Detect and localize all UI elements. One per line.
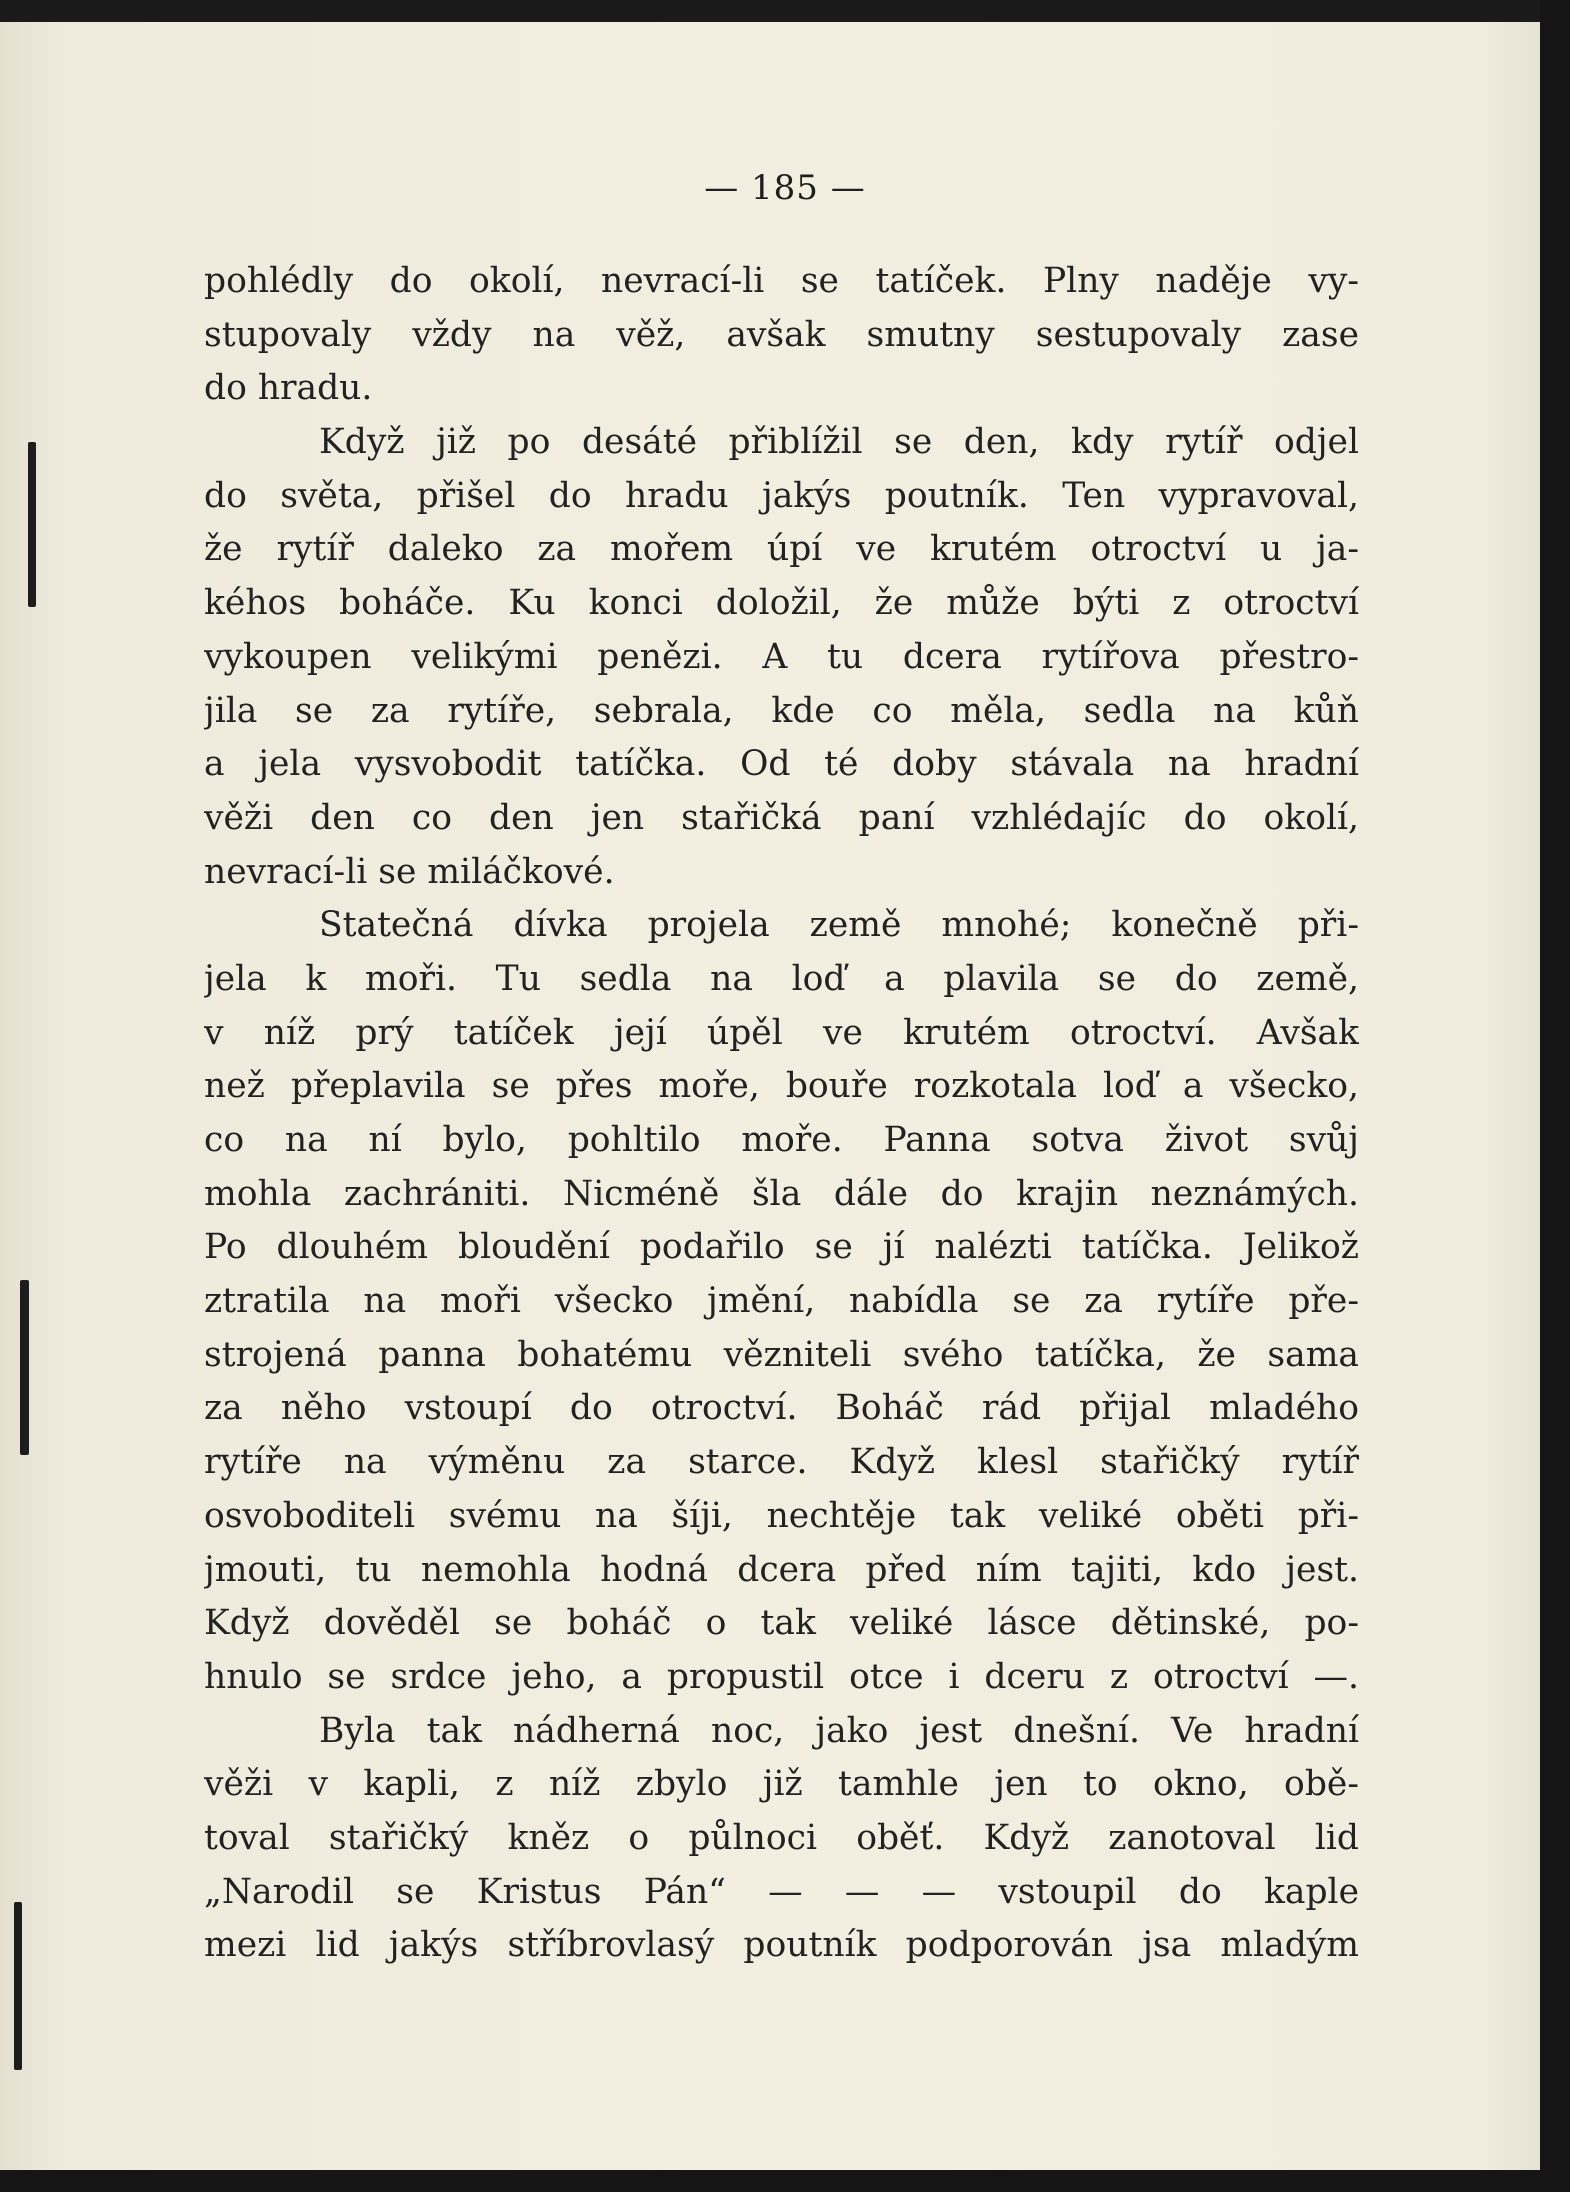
- text-line: jila se za rytíře, sebrala, kde co měla, sedla na kůň: [204, 690, 1359, 731]
- text-line: Statečná dívka projela země mnohé; konečně při-: [319, 905, 1359, 946]
- text-line: že rytíř daleko za mořem úpí ve krutém otroctví u ja-: [204, 529, 1359, 570]
- text-line: co na ní bylo, pohltilo moře. Panna sotva život svůj: [204, 1120, 1359, 1160]
- text-line: osvoboditeli svému na šíji, nechtěje tak veliké oběti při-: [204, 1495, 1359, 1536]
- text-line: strojená panna bohatému vězniteli svého tatíčka, že sama: [204, 1334, 1359, 1375]
- text-line: jela k moři. Tu sedla na loď a plavila se do země,: [204, 958, 1359, 999]
- text-line: nevrací-li se miláčkové.: [204, 851, 615, 892]
- binding-mark-2: [20, 1280, 29, 1455]
- text-line: jmouti, tu nemohla hodná dcera před ním tajiti, kdo jest.: [204, 1549, 1359, 1590]
- text-line: do hradu.: [204, 368, 373, 409]
- text-line: „Narodil se Kristus Pán“ — — — vstoupil do kaple: [204, 1871, 1359, 1912]
- text-line: kéhos boháče. Ku konci doložil, že může býti z otroctví: [204, 583, 1359, 624]
- scan-right-edge: [1540, 0, 1570, 2192]
- text-line: věži den co den jen stařičká paní vzhlédajíc do okolí,: [204, 797, 1359, 838]
- scan-bottom-edge: [0, 2170, 1570, 2192]
- text-line: rytíře na výměnu za starce. Když klesl stařičký rytíř: [204, 1442, 1359, 1483]
- text-line: za něho vstoupí do otroctví. Boháč rád přijal mladého: [204, 1388, 1359, 1429]
- binding-mark-3: [14, 1902, 22, 2070]
- text-line: mezi lid jakýs stříbrovlasý poutník podporován jsa mladým: [204, 1925, 1359, 1966]
- binding-mark-1: [28, 442, 36, 607]
- text-line: Po dlouhém bloudění podařilo se jí nalézti tatíčka. Jelikož: [204, 1227, 1359, 1268]
- text-line: než přeplavila se přes moře, bouře rozkotala loď a všecko,: [204, 1066, 1359, 1107]
- text-line: Když již po desáté přiblížil se den, kdy rytíř odjel: [319, 422, 1359, 463]
- text-line: pohlédly do okolí, nevrací-li se tatíček. Plny naděje vy-: [204, 261, 1359, 301]
- body-text: [204, 255, 1359, 1973]
- text-line: hnulo se srdce jeho, a propustil otce i dceru z otroctví —.: [204, 1656, 1359, 1697]
- text-line: Byla tak nádherná noc, jako jest dnešní. Ve hradní: [319, 1710, 1359, 1751]
- page-number: — 185 —: [704, 168, 866, 208]
- text-line: ztratila na moři všecko jmění, nabídla se za rytíře pře-: [204, 1281, 1359, 1322]
- text-line: Když dověděl se boháč o tak veliké lásce dětinské, po-: [204, 1603, 1359, 1644]
- text-line: stupovaly vždy na věž, avšak smutny sestupovaly zase: [204, 314, 1359, 355]
- text-line: věži v kapli, z níž zbylo již tamhle jen to okno, obě-: [204, 1764, 1359, 1805]
- text-line: v níž prý tatíček její úpěl ve krutém otroctví. Avšak: [204, 1012, 1359, 1053]
- text-line: toval stařičký kněz o půlnoci oběť. Když zanotoval lid: [204, 1817, 1359, 1858]
- text-line: a jela vysvobodit tatíčka. Od té doby stávala na hradní: [204, 744, 1359, 785]
- text-line: vykoupen velikými penězi. A tu dcera rytířova přestro-: [204, 636, 1359, 677]
- text-line: do světa, přišel do hradu jakýs poutník. Ten vypravoval,: [204, 475, 1359, 516]
- text-line: mohla zachrániti. Nicméně šla dále do krajin neznámých.: [204, 1173, 1359, 1214]
